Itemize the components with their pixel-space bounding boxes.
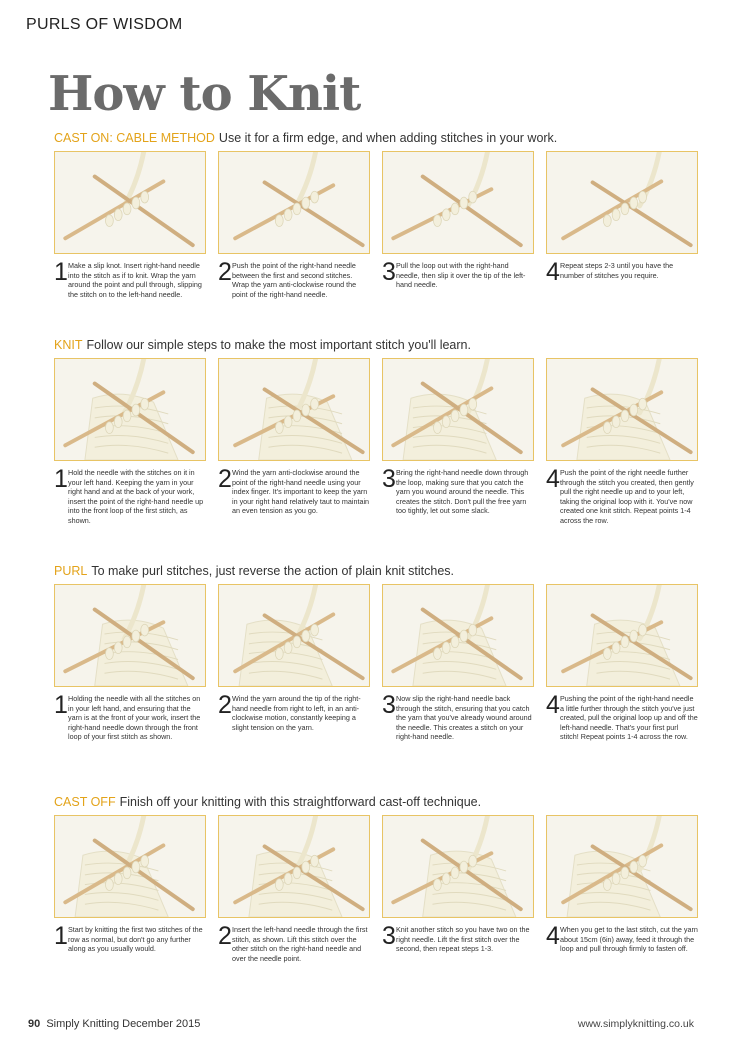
step-text: Insert the left-hand needle through the first stitch, as shown. Lift this stitch over the other stitch on the right-hand needle and over the needle point. bbox=[232, 925, 368, 963]
step-number: 2 bbox=[218, 465, 232, 493]
step-text: Start by knitting the first two stitches of the row as normal, but don't go any further along as you usually would. bbox=[68, 925, 203, 954]
step-card bbox=[54, 584, 206, 742]
step-card bbox=[54, 815, 206, 963]
step-card bbox=[546, 584, 698, 742]
page-title: How to Knit bbox=[48, 66, 361, 122]
knitting-photo-illustration bbox=[547, 152, 697, 253]
step-instruction bbox=[546, 691, 698, 742]
step-instruction bbox=[218, 691, 370, 732]
step-photo bbox=[54, 584, 206, 687]
steps-grid bbox=[54, 151, 694, 299]
step-text: Repeat steps 2-3 until you have the number of stitches you require. bbox=[560, 261, 674, 280]
steps-grid bbox=[54, 815, 698, 963]
section-keyword: CAST ON: CABLE METHOD bbox=[54, 131, 215, 145]
step-number: 3 bbox=[382, 465, 396, 493]
step-instruction bbox=[546, 258, 698, 286]
knitting-photo-illustration bbox=[55, 152, 205, 253]
step-photo bbox=[546, 815, 698, 918]
step-instruction bbox=[218, 258, 370, 299]
steps-grid bbox=[54, 584, 698, 742]
section-heading bbox=[54, 131, 557, 145]
section-keyword: PURL bbox=[54, 564, 88, 578]
section-heading bbox=[54, 338, 471, 352]
step-text: Hold the needle with the stitches on it in your left hand. Keeping the yarn in your right hand and at the back of your work, insert the point of the right-hand needle up into the front loop of the first stitch, as shown. bbox=[68, 468, 204, 525]
knitting-photo-illustration bbox=[547, 816, 697, 917]
knitting-photo-illustration bbox=[383, 359, 533, 460]
section-description: To make purl stitches, just reverse the action of plain knit stitches. bbox=[91, 564, 455, 578]
section-label: PURLS OF WISDOM bbox=[26, 16, 183, 33]
step-card bbox=[546, 358, 698, 526]
step-number: 2 bbox=[218, 922, 232, 950]
step-card bbox=[382, 151, 534, 299]
step-card bbox=[382, 584, 534, 742]
step-instruction bbox=[218, 465, 370, 516]
step-card bbox=[54, 358, 206, 526]
step-number: 3 bbox=[382, 258, 396, 286]
knitting-photo-illustration bbox=[219, 816, 369, 917]
step-photo bbox=[546, 584, 698, 687]
step-number: 3 bbox=[382, 922, 396, 950]
section-description: Follow our simple steps to make the most important stitch you'll learn. bbox=[86, 338, 471, 352]
section-keyword: CAST OFF bbox=[54, 795, 116, 809]
step-photo bbox=[218, 151, 370, 254]
step-text: Push the point of the right needle further through the stitch you created, then gently pull the right needle up and to your left, taking the original loop with it. You've now created one knit stitch. Repeat points 1-4 across the row. bbox=[560, 468, 694, 525]
step-instruction bbox=[54, 922, 206, 954]
knitting-photo-illustration bbox=[55, 816, 205, 917]
step-instruction bbox=[218, 922, 370, 963]
step-number: 3 bbox=[382, 691, 396, 719]
step-text: Wind the yarn anti-clockwise around the point of the right-hand needle using your index finger. It's important to keep the yarn in your right hand relatively taut to maintain an even tension as you go. bbox=[232, 468, 370, 516]
step-number: 4 bbox=[546, 465, 560, 493]
step-card bbox=[546, 151, 698, 299]
step-photo bbox=[382, 358, 534, 461]
section-heading bbox=[54, 564, 454, 578]
step-photo bbox=[54, 815, 206, 918]
step-text: When you get to the last stitch, cut the yarn about 15cm (6in) away, feed it through the loop and pull through firmly to fasten off. bbox=[560, 925, 698, 954]
step-text: Push the point of the right-hand needle between the first and second stitches. Wrap the yarn anti-clockwise round the point of the right-hand needle. bbox=[232, 261, 357, 299]
knitting-photo-illustration bbox=[547, 585, 697, 686]
step-instruction bbox=[54, 691, 206, 742]
step-photo bbox=[218, 815, 370, 918]
knitting-photo-illustration bbox=[383, 585, 533, 686]
step-instruction bbox=[54, 465, 206, 526]
step-number: 4 bbox=[546, 258, 560, 286]
step-instruction bbox=[54, 258, 206, 299]
step-photo bbox=[382, 815, 534, 918]
step-card bbox=[54, 151, 206, 299]
step-card bbox=[218, 815, 370, 963]
knitting-photo-illustration bbox=[219, 359, 369, 460]
knitting-photo-illustration bbox=[383, 816, 533, 917]
step-photo bbox=[54, 358, 206, 461]
step-text: Knit another stitch so you have two on the right needle. Lift the first stitch over the second, then repeat steps 1-3. bbox=[396, 925, 530, 954]
section-keyword: KNIT bbox=[54, 338, 83, 352]
publication-name: Simply Knitting December 2015 bbox=[46, 1018, 201, 1030]
page-number: 90 bbox=[28, 1018, 41, 1030]
knitting-photo-illustration bbox=[383, 152, 533, 253]
step-photo bbox=[218, 358, 370, 461]
step-instruction bbox=[382, 258, 534, 290]
footer-publication bbox=[28, 1018, 200, 1030]
step-text: Wind the yarn around the tip of the right-hand needle from right to left, in an anti-clockwise motion, constantly keeping a slight tension on the yarn. bbox=[232, 694, 361, 732]
step-instruction bbox=[546, 465, 698, 526]
step-text: Holding the needle with all the stitches on in your left hand, and ensuring that the yarn is at the front of your work, insert the right-hand needle down through the front loop of your first stitch as shown. bbox=[68, 694, 201, 742]
knitting-photo-illustration bbox=[55, 359, 205, 460]
step-card bbox=[218, 584, 370, 742]
step-instruction bbox=[546, 922, 698, 954]
step-card bbox=[218, 151, 370, 299]
step-card bbox=[546, 815, 698, 963]
step-photo bbox=[546, 151, 698, 254]
step-card bbox=[218, 358, 370, 526]
step-photo bbox=[382, 584, 534, 687]
section-description: Use it for a firm edge, and when adding stitches in your work. bbox=[218, 131, 558, 145]
knitting-photo-illustration bbox=[219, 585, 369, 686]
step-number: 1 bbox=[54, 465, 68, 493]
step-number: 4 bbox=[546, 922, 560, 950]
step-text: Pushing the point of the right-hand needle a little further through the stitch you've just created, pull the original loop up and off the left-hand needle. That's your first purl stitch! Repeat points 1-4 across the row. bbox=[560, 694, 698, 742]
knitting-photo-illustration bbox=[547, 359, 697, 460]
step-photo bbox=[546, 358, 698, 461]
section-heading bbox=[54, 795, 481, 809]
step-text: Now slip the right-hand needle back through the stitch, ensuring that you catch the yarn that you've already wound around the needle. This creates a stitch on your right-hand needle. bbox=[396, 694, 532, 742]
knitting-photo-illustration bbox=[55, 585, 205, 686]
step-instruction bbox=[382, 465, 534, 516]
step-instruction bbox=[382, 922, 534, 954]
step-photo bbox=[218, 584, 370, 687]
step-number: 2 bbox=[218, 691, 232, 719]
top-strip bbox=[0, 0, 750, 6]
section-description: Finish off your knitting with this straightforward cast-off technique. bbox=[119, 795, 482, 809]
step-text: Bring the right-hand needle down through the loop, making sure that you catch the yarn you wound around the needle. This creates the stitch. Don't pull the free yarn too tightly, let out some slack. bbox=[396, 468, 529, 516]
step-text: Make a slip knot. Insert right-hand needle into the stitch as if to knit. Wrap the yarn around the point and pull through, slipping the stitch on to the left-hand needle. bbox=[68, 261, 202, 299]
knitting-photo-illustration bbox=[219, 152, 369, 253]
step-number: 1 bbox=[54, 922, 68, 950]
step-photo bbox=[54, 151, 206, 254]
steps-grid bbox=[54, 358, 694, 526]
step-card bbox=[382, 815, 534, 963]
step-number: 4 bbox=[546, 691, 560, 719]
step-number: 2 bbox=[218, 258, 232, 286]
website-link[interactable]: www.simplyknitting.co.uk bbox=[577, 1018, 694, 1030]
step-photo bbox=[382, 151, 534, 254]
step-instruction bbox=[382, 691, 534, 742]
step-text: Pull the loop out with the right-hand needle, then slip it over the tip of the left-hand needle. bbox=[396, 261, 526, 290]
step-number: 1 bbox=[54, 691, 68, 719]
step-number: 1 bbox=[54, 258, 68, 286]
step-card bbox=[382, 358, 534, 526]
